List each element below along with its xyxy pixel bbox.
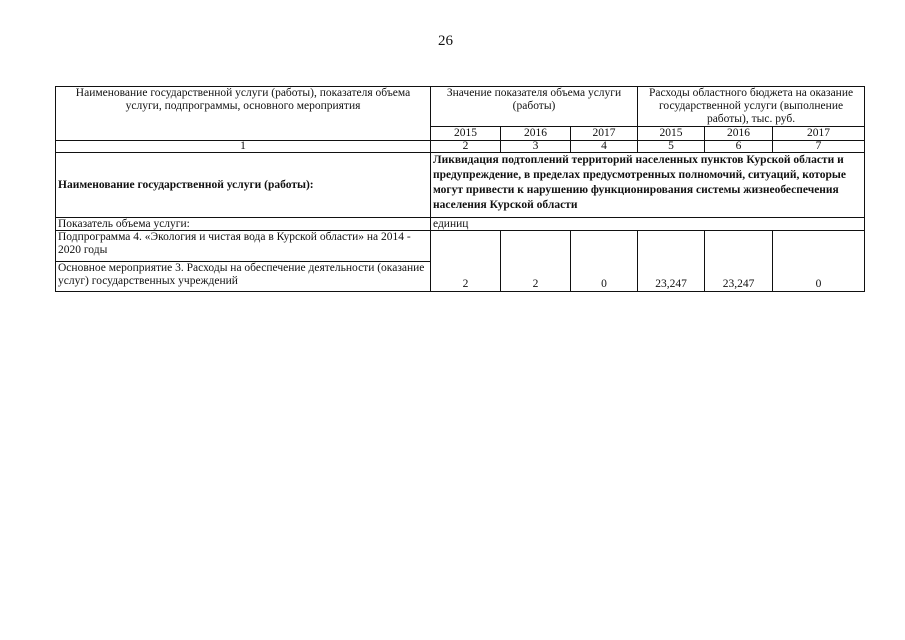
empty-cell — [431, 231, 501, 262]
event-value: 23,247 — [638, 262, 705, 292]
header-year: 2016 — [501, 127, 571, 141]
indicator-value: единиц — [431, 218, 865, 231]
event-label: Основное мероприятие 3. Расходы на обеспечение деятельности (оказание услуг) государственных учреждений — [56, 262, 431, 292]
service-row — [56, 153, 865, 218]
event-value: 23,247 — [705, 262, 773, 292]
empty-cell — [773, 231, 865, 262]
header-year: 2016 — [705, 127, 773, 141]
column-number: 6 — [705, 141, 773, 153]
header-row — [56, 87, 865, 127]
column-number: 5 — [638, 141, 705, 153]
header-year: 2015 — [638, 127, 705, 141]
header-name-column: Наименование государственной услуги (работы), показателя объема услуги, подпрограммы, основного мероприятия — [56, 87, 431, 141]
event-value: 0 — [773, 262, 865, 292]
empty-cell — [638, 231, 705, 262]
header-year: 2017 — [773, 127, 865, 141]
header-expense-group: Расходы областного бюджета на оказание государственной услуги (выполнение работы), тыс. руб. — [638, 87, 865, 127]
subprogram-label: Подпрограмма 4. «Экология и чистая вода в Курской области» на 2014 - 2020 годы — [56, 231, 431, 262]
header-year: 2015 — [431, 127, 501, 141]
event-value: 2 — [501, 262, 571, 292]
empty-cell — [571, 231, 638, 262]
subprogram-row — [56, 231, 865, 262]
page-number: 26 — [438, 33, 453, 49]
service-value: Ликвидация подтоплений территорий населенных пунктов Курской области и предупреждение, в пределах предусмотренных полномочий, ситуаций, которые могут привести к нарушению функционирования системы жизнеобеспечения населения Курской области — [431, 153, 865, 218]
service-label: Наименование государственной услуги (работы): — [56, 153, 431, 218]
column-number: 2 — [431, 141, 501, 153]
event-value: 2 — [431, 262, 501, 292]
empty-cell — [705, 231, 773, 262]
column-number: 1 — [56, 141, 431, 153]
header-volume-group: Значение показателя объема услуги (работы) — [431, 87, 638, 127]
column-number: 7 — [773, 141, 865, 153]
event-value: 0 — [571, 262, 638, 292]
column-numbers-row — [56, 141, 865, 153]
header-year: 2017 — [571, 127, 638, 141]
column-number: 4 — [571, 141, 638, 153]
empty-cell — [501, 231, 571, 262]
indicator-row — [56, 218, 865, 231]
event-row — [56, 262, 865, 292]
budget-table — [55, 86, 865, 292]
indicator-label: Показатель объема услуги: — [56, 218, 431, 231]
column-number: 3 — [501, 141, 571, 153]
